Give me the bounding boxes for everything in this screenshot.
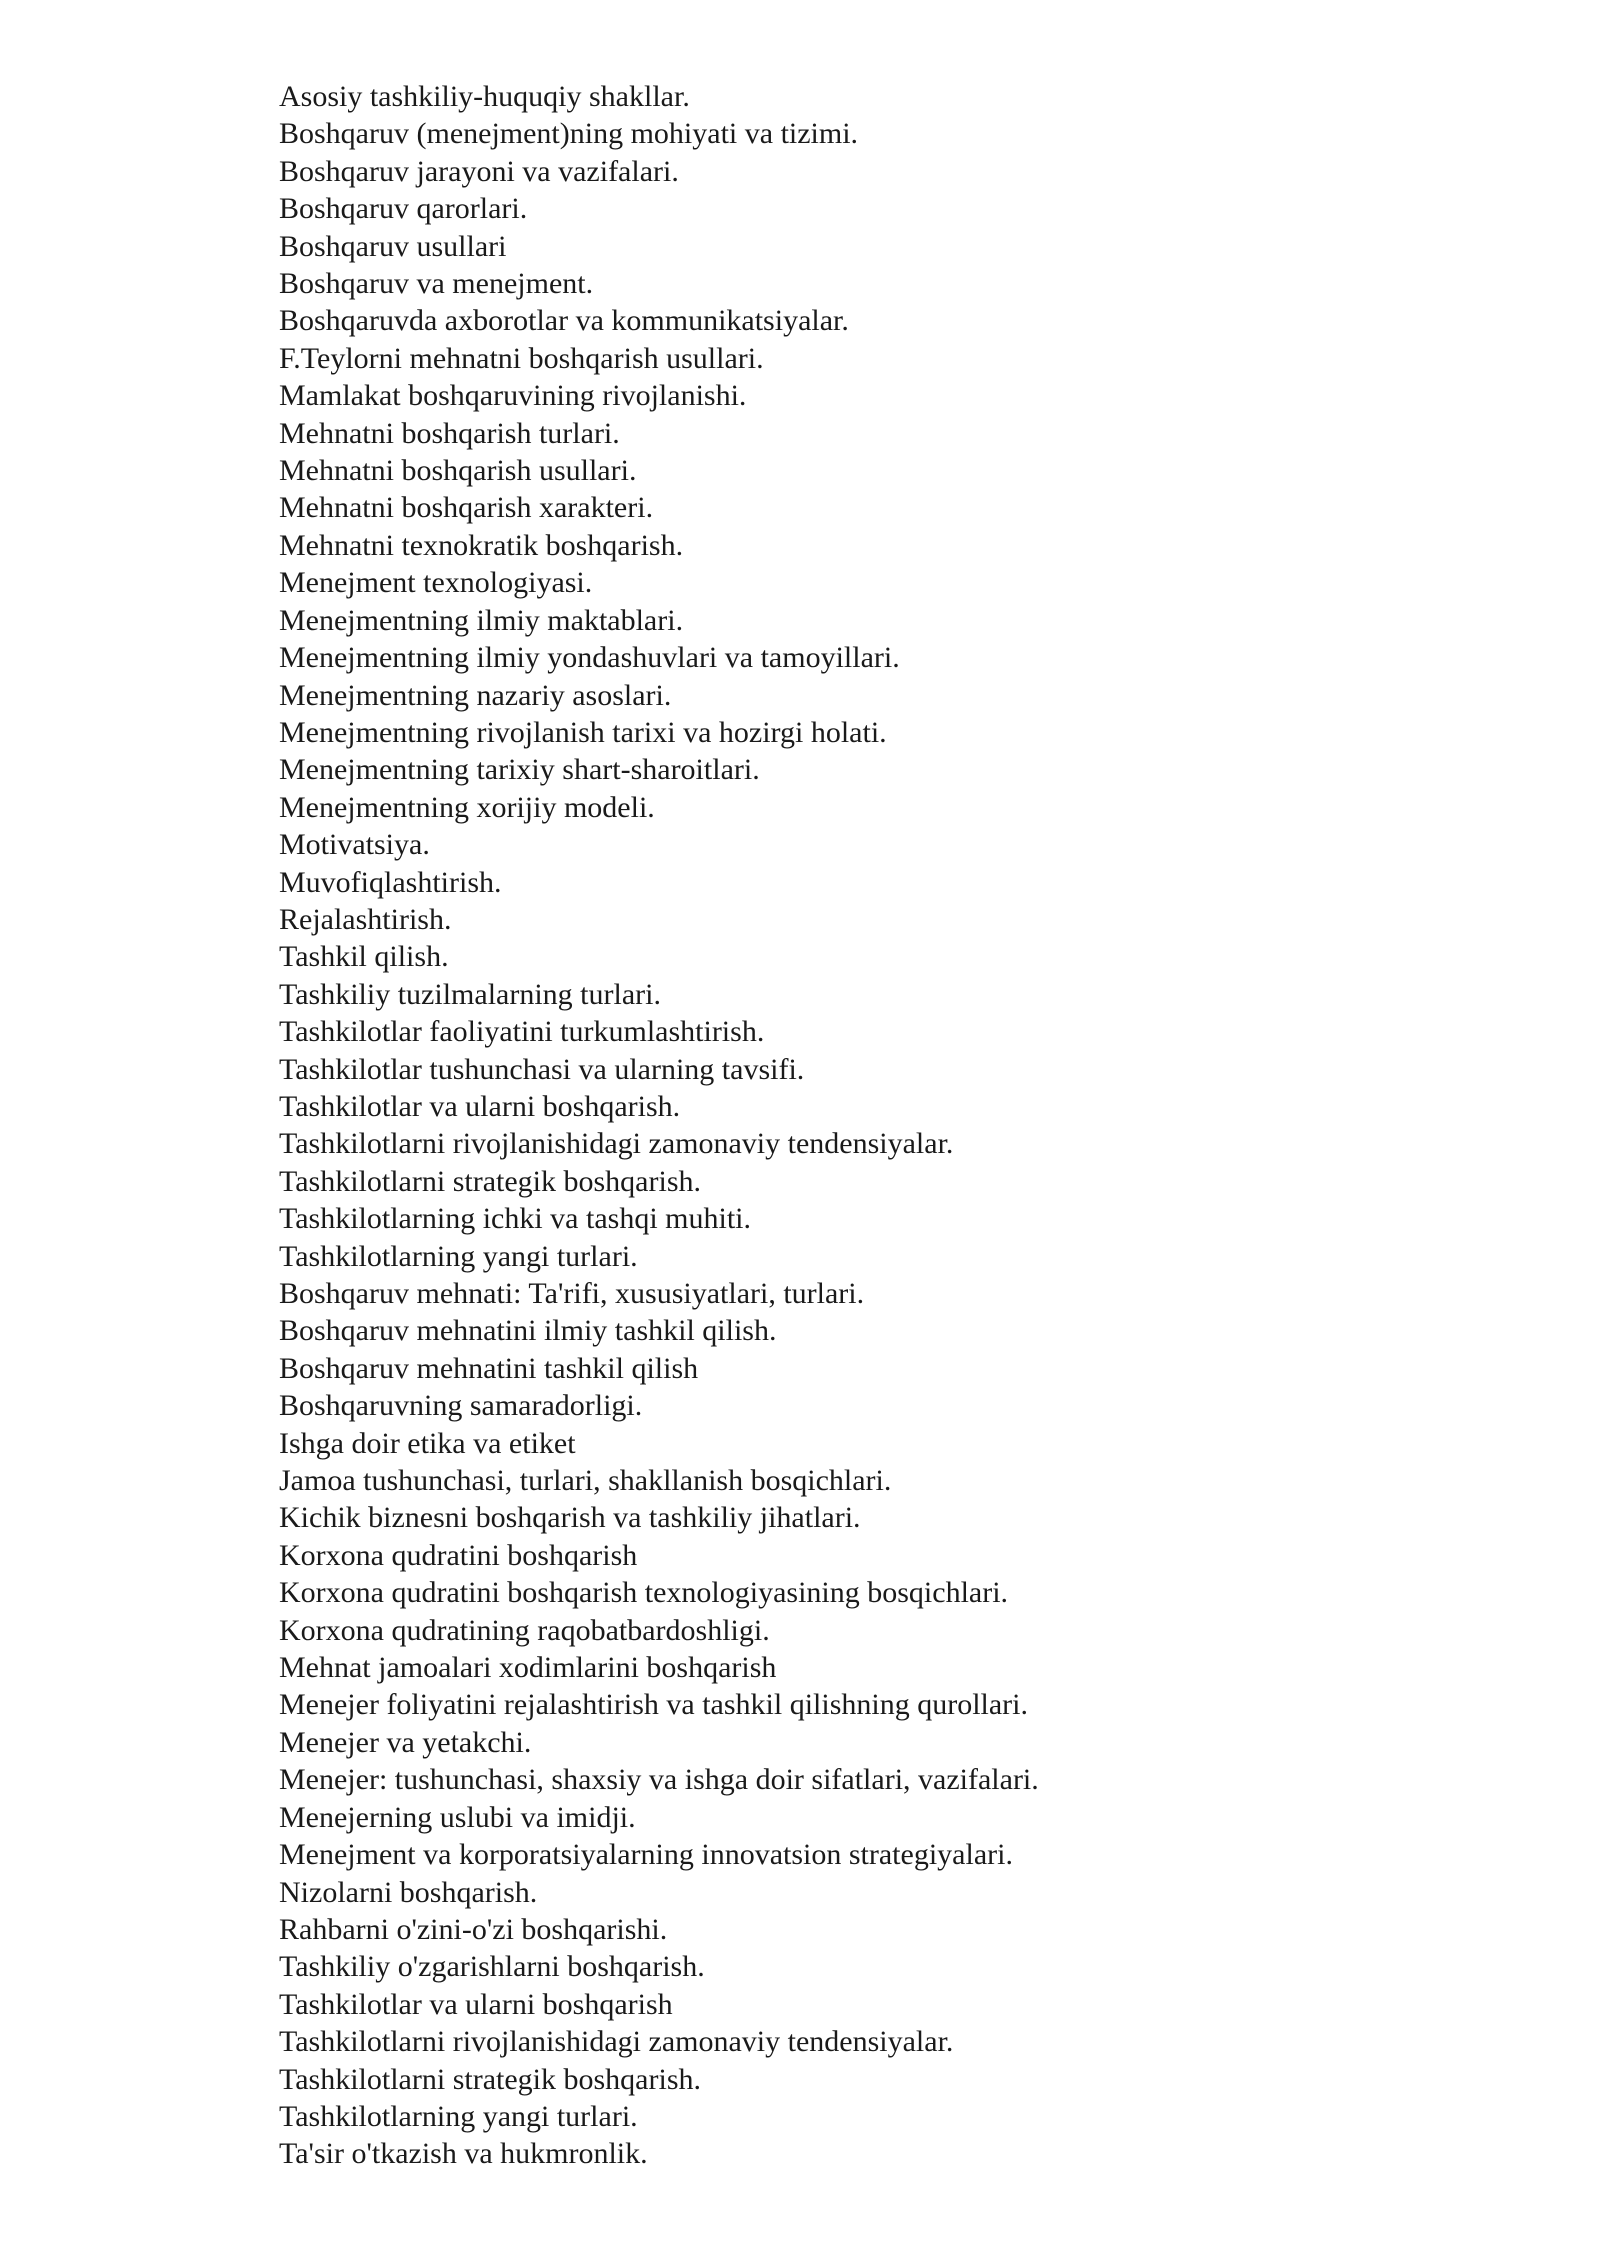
topic-line: Ishga doir etika va etiket [279, 1426, 576, 1460]
topic-line: Tashkil qilish. [279, 940, 449, 974]
topic-line: Menejmentning ilmiy yondashuvlari va tamoyillari. [279, 641, 900, 675]
topic-line: Boshqaruv mehnatini tashkil qilish [279, 1351, 699, 1385]
topic-line: F.Teylorni mehnatni boshqarish usullari. [279, 341, 764, 375]
topic-line: Tashkilotlarni rivojlanishidagi zamonaviy tendensiyalar. [279, 2025, 954, 2059]
topic-line: Mehnat jamoalari xodimlarini boshqarish [279, 1651, 777, 1685]
topic-line: Tashkilotlarni rivojlanishidagi zamonaviy tendensiyalar. [279, 1127, 954, 1161]
topic-line: Menejmentning nazariy asoslari. [279, 678, 672, 712]
topic-line: Mehnatni boshqarish usullari. [279, 454, 637, 488]
topic-line: Tashkilotlarning ichki va tashqi muhiti. [279, 1202, 752, 1236]
topic-line: Tashkilotlar tushunchasi va ularning tavsifi. [279, 1052, 805, 1086]
topic-line: Boshqaruvning samaradorligi. [279, 1389, 643, 1423]
topic-line: Tashkilotlar faoliyatini turkumlashtirish. [279, 1015, 765, 1049]
topic-line: Menejer foliyatini rejalashtirish va tashkil qilishning qurollari. [279, 1688, 1029, 1722]
topic-line: Tashkilotlarning yangi turlari. [279, 1239, 638, 1273]
topic-line: Tashkilotlarning yangi turlari. [279, 2099, 638, 2133]
topic-line: Rahbarni o'zini-o'zi boshqarishi. [279, 1912, 668, 1946]
topic-line: Menejer: tushunchasi, shaxsiy va ishga doir sifatlari, vazifalari. [279, 1763, 1039, 1797]
topic-line: Boshqaruv va menejment. [279, 267, 594, 301]
topic-line: Boshqaruv jarayoni va vazifalari. [279, 154, 679, 188]
topic-line: Korxona qudratining raqobatbardoshligi. [279, 1613, 770, 1647]
topic-line: Tashkiliy tuzilmalarning turlari. [279, 977, 661, 1011]
topic-line: Menejmentning tarixiy shart-sharoitlari. [279, 753, 760, 787]
topic-line: Boshqaruv usullari [279, 229, 507, 263]
topic-line: Boshqaruv qarorlari. [279, 192, 528, 226]
topic-line: Menejment texnologiyasi. [279, 566, 593, 600]
topic-list [279, 78, 1039, 2173]
topic-line: Menejerning uslubi va imidji. [279, 1800, 636, 1834]
topic-line: Nizolarni boshqarish. [279, 1875, 538, 1909]
topic-line: Muvofiqlashtirish. [279, 865, 502, 899]
topic-line: Motivatsiya. [279, 828, 430, 862]
topic-line: Korxona qudratini boshqarish [279, 1538, 638, 1572]
topic-line: Boshqaruv (menejment)ning mohiyati va tizimi. [279, 117, 859, 151]
topic-line: Menejmentning rivojlanish tarixi va hozirgi holati. [279, 715, 887, 749]
topic-line: Tashkilotlar va ularni boshqarish [279, 1987, 673, 2021]
topic-line: Boshqaruv mehnatini ilmiy tashkil qilish. [279, 1314, 777, 1348]
topic-line: Tashkilotlarni strategik boshqarish. [279, 2062, 701, 2096]
topic-line: Ta'sir o'tkazish va hukmronlik. [279, 2137, 648, 2171]
topic-line: Asosiy tashkiliy-huquqiy shakllar. [279, 80, 690, 113]
topic-line: Tashkiliy o'zgarishlarni boshqarish. [279, 1950, 705, 1984]
topic-line: Mehnatni boshqarish xarakteri. [279, 491, 654, 525]
topic-line: Kichik biznesni boshqarish va tashkiliy jihatlari. [279, 1501, 861, 1535]
topic-line: Menejmentning xorijiy modeli. [279, 790, 655, 824]
topic-line: Menejmentning ilmiy maktablari. [279, 603, 684, 637]
topic-line: Mehnatni boshqarish turlari. [279, 416, 620, 450]
topic-line: Rejalashtirish. [279, 902, 452, 936]
topic-line: Korxona qudratini boshqarish texnologiyasining bosqichlari. [279, 1576, 1009, 1610]
topic-line: Mehnatni texnokratik boshqarish. [279, 528, 684, 562]
topic-line: Menejment va korporatsiyalarning innovatsion strategiyalari. [279, 1838, 1013, 1872]
topic-line: Menejer va yetakchi. [279, 1725, 532, 1759]
topic-line: Boshqaruvda axborotlar va kommunikatsiyalar. [279, 304, 849, 338]
topic-line: Tashkilotlarni strategik boshqarish. [279, 1164, 701, 1198]
topic-line: Mamlakat boshqaruvining rivojlanishi. [279, 379, 747, 413]
topic-line: Boshqaruv mehnati: Ta'rifi, xususiyatlari, turlari. [279, 1277, 865, 1310]
topic-line: Tashkilotlar va ularni boshqarish. [279, 1089, 681, 1123]
topic-line: Jamoa tushunchasi, turlari, shakllanish bosqichlari. [279, 1464, 892, 1498]
